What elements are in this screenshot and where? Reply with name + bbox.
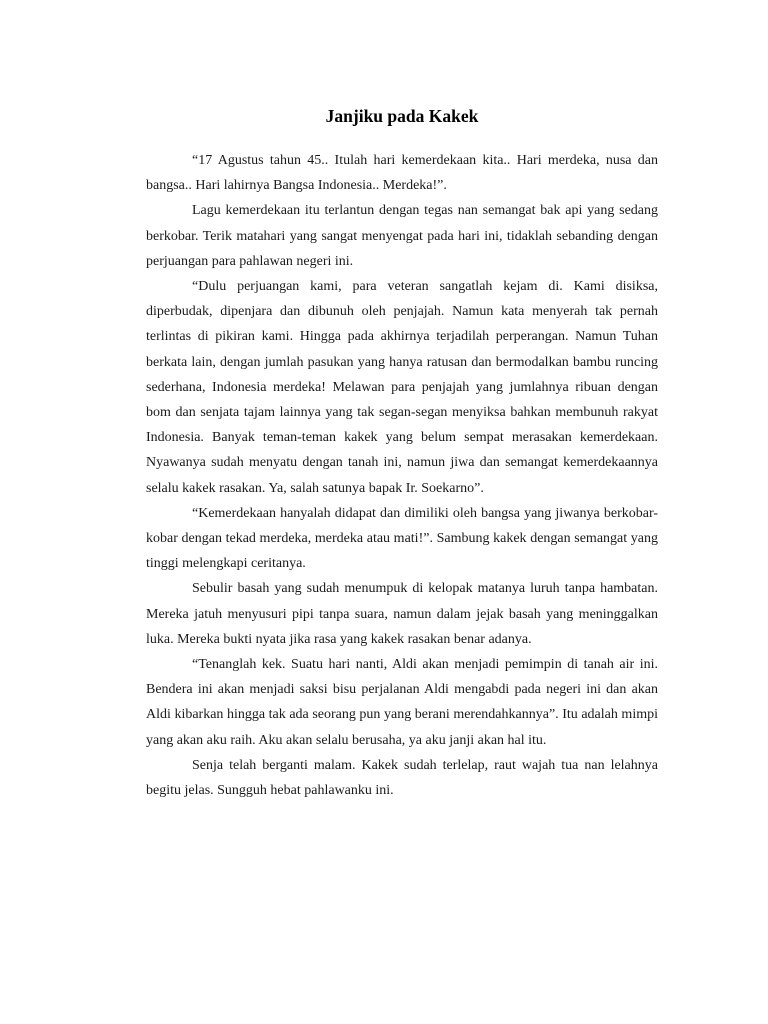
paragraph-7: Senja telah berganti malam. Kakek sudah terlelap, raut wajah tua nan lelahnya begitu jelas. Sungguh hebat pahlawanku ini. bbox=[146, 757, 658, 799]
paragraph-2: Lagu kemerdekaan itu terlantun dengan tegas nan semangat bak api yang sedang berkobar. Terik matahari yang sangat menyengat pada hari ini, tidaklah sebanding dengan perjuangan para pahlawan negeri ini. bbox=[146, 203, 658, 269]
document-page bbox=[146, 104, 658, 803]
paragraph-4: “Kemerdekaan hanyalah didapat dan dimiliki oleh bangsa yang jiwanya berkobar-kobar dengan tekad merdeka, merdeka atau mati!”. Sambung kakek dengan semangat yang tinggi melengkapi ceritanya. bbox=[146, 505, 658, 572]
paragraph-1: “17 Agustus tahun 45.. Itulah hari kemerdekaan kita.. Hari merdeka, nusa dan bangsa.. Hari lahirnya Bangsa Indonesia.. Merdeka!”. bbox=[146, 153, 658, 194]
paragraph-6: “Tenanglah kek. Suatu hari nanti, Aldi akan menjadi pemimpin di tanah air ini. Bendera ini akan menjadi saksi bisu perjalanan Aldi mengabdi pada negeri ini dan akan Aldi kibarkan hingga tak ada seorang pun yang berani merendahkannya”. Itu adalah mimpi yang akan aku raih. Aku akan selalu berusaha, ya aku janji akan hal itu. bbox=[146, 657, 658, 748]
paragraph-3: “Dulu perjuangan kami, para veteran sangatlah kejam di. Kami disiksa, diperbudak, dipenjara dan dibunuh oleh penjajah. Namun kata menyerah tak pernah terlintas di pikiran kami. Hingga pada akhirnya terjadilah perperangan. Namun Tuhan berkata lain, dengan jumlah pasukan yang hanya ratusan dan bermodalkan bambu runcing sederhana, Indonesia merdeka! Melawan para penjajah yang jumlahnya ribuan dengan bom dan senjata tajam lainnya yang tak segan-segan menyiksa bahkan membunuh rakyat Indonesia. Banyak teman-teman kakek yang belum sempat merasakan kemerdekaan. Nyawanya sudah menyatu dengan tanah ini, namun jiwa dan semangat kemerdekaannya selalu kakek rasakan. Ya, salah satunya bapak Ir. Soekarno”. bbox=[146, 279, 658, 496]
document-title: Janjiku pada Kakek bbox=[325, 106, 479, 126]
paragraph-5: Sebulir basah yang sudah menumpuk di kelopak matanya luruh tanpa hambatan. Mereka jatuh menyusuri pipi tanpa suara, namun dalam jejak basah yang meninggalkan luka. Mereka bukti nyata jika rasa yang kakek rasakan benar adanya. bbox=[146, 581, 658, 647]
